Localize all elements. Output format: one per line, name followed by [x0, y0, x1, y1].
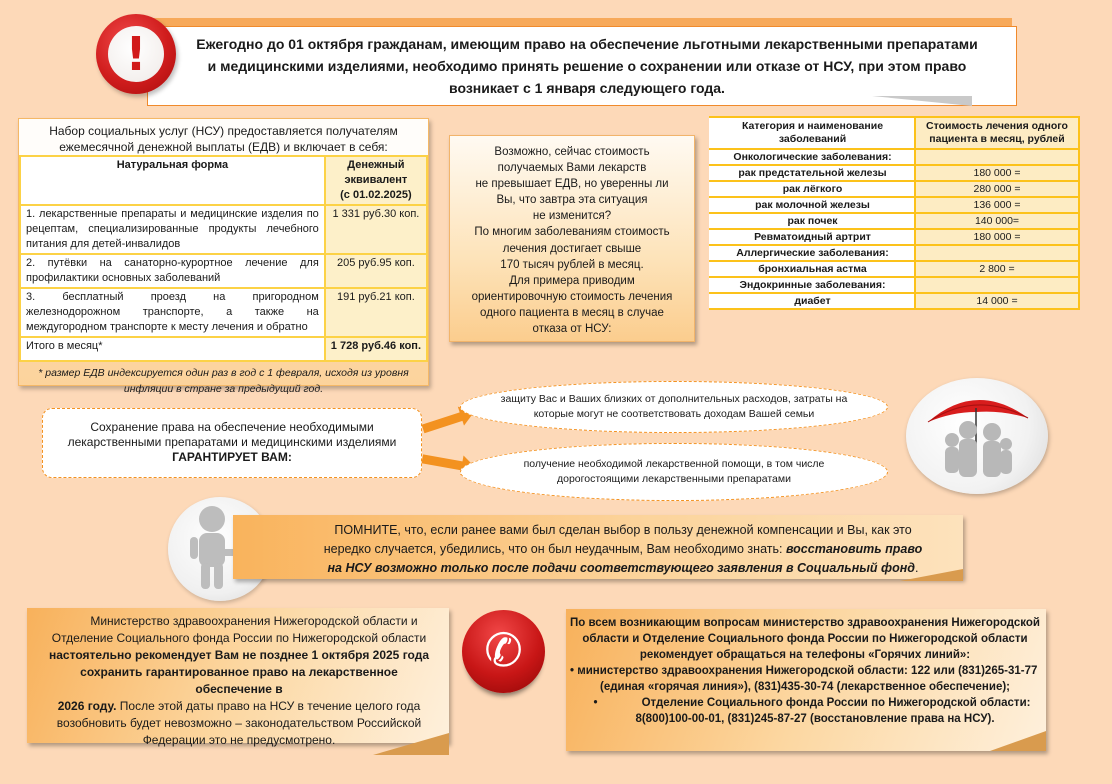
exclamation-icon: !	[96, 14, 176, 94]
disease-name: Ревматоидный артрит	[710, 229, 915, 245]
ministry-recommendation	[27, 608, 449, 747]
nsu-footnote: * размер ЕДВ индексируется один раз в год с 1 февраля, исходя из уровня инфляции в стране за предыдущий год.	[38, 367, 409, 395]
contacts-line: области и Отделение Социального фонда России по Нижегородской области	[582, 633, 1028, 645]
table-row	[710, 213, 1079, 229]
page-curl	[900, 569, 963, 581]
warning-line: ориентировочную стоимость лечения	[471, 290, 673, 303]
hotline-ministry: • министерство здравоохранения Нижегородской области: 122 или (831)265-31-77	[570, 665, 1038, 677]
service-description: 2. путёвки на санаторно-курортное лечение для профилактики основных заболеваний	[20, 254, 325, 288]
header-money-equivalent: Денежный эквивалент (с 01.02.2025)	[325, 156, 427, 205]
table-row	[710, 149, 1079, 165]
banner-line-3: возникает с 1 января следующего года.	[449, 80, 725, 96]
service-amount: 191 руб.21 коп.	[325, 288, 427, 337]
table-row	[710, 245, 1079, 261]
table-row	[710, 229, 1079, 245]
table-row	[710, 293, 1079, 309]
nsu-table	[19, 155, 428, 362]
contacts-line: По всем возникающим вопросам министерство здравоохранения Нижегородской	[570, 617, 1040, 629]
disease-cost: 180 000 =	[915, 229, 1079, 245]
page-curl	[990, 731, 1046, 751]
ministry-line: возобновить будет невозможно – законодательством Российской	[56, 716, 422, 730]
disease-table-header	[710, 117, 1079, 149]
disease-cost	[915, 149, 1079, 165]
nsu-intro	[19, 119, 428, 155]
disease-name: рак предстательной железы	[710, 165, 915, 181]
total-amount: 1 728 руб.46 коп.	[325, 337, 427, 361]
disease-cost: 2 800 =	[915, 261, 1079, 277]
ministry-line: 2026 году. После этой даты право на НСУ в течение целого года	[57, 699, 421, 713]
disease-category: Эндокринные заболевания:	[710, 277, 915, 293]
nsu-info-panel	[18, 118, 429, 395]
warning-line: По многим заболеваниям стоимость	[474, 226, 670, 239]
disease-name: бронхиальная астма	[710, 261, 915, 277]
service-amount: 205 руб.95 коп.	[325, 254, 427, 288]
ministry-bold-line: сохранить гарантированное право на лекарственное обеспечение в	[80, 665, 398, 696]
guarantee-line-3: ГАРАНТИРУЕТ ВАМ:	[172, 450, 292, 464]
remember-notice	[233, 515, 963, 579]
remember-line-3: на НСУ возможно только после подачи соответствующего заявления в Социальный фонд.	[327, 561, 919, 575]
table-row	[710, 261, 1079, 277]
disease-name: диабет	[710, 293, 915, 309]
header-natural-form: Натуральная форма	[20, 156, 325, 205]
benefit-medication: получение необходимой лекарственной помощи, в том числе дорогостоящими лекарственными препаратами	[460, 443, 888, 501]
total-row	[20, 337, 427, 361]
contacts-line: рекомендует обращаться на телефоны «Горячих линий»:	[639, 649, 971, 661]
service-description: 1. лекарственные препараты и медицинские изделия по рецептам, специализированные продукты лечебного питания для детей-инвалидов	[20, 205, 325, 254]
banner-line-2: и медицинскими изделиями, необходимо принять решение о сохранении или отказе от НСУ, при этом право	[207, 58, 967, 74]
table-row	[710, 197, 1079, 213]
warning-line: не изменится?	[532, 210, 612, 223]
deadline-banner	[147, 26, 1017, 106]
banner-line-1: Ежегодно до 01 октября гражданам, имеющим право на обеспечение льготными лекарственными препаратами	[196, 36, 978, 52]
warning-line: Возможно, сейчас стоимость	[494, 146, 650, 158]
service-amount: 1 331 руб.30 коп.	[325, 205, 427, 254]
warning-line: Вы, что завтра эта ситуация	[496, 194, 648, 207]
hotline-social-fund-numbers: 8(800)100-00-01, (831)245-87-27 (восстановление права на НСУ).	[635, 713, 995, 725]
arrow-right-icon	[422, 412, 465, 434]
disease-cost: 180 000 =	[915, 165, 1079, 181]
ministry-line: Министерство здравоохранения Нижегородской области и	[90, 614, 418, 628]
ministry-bold-line: настоятельно рекомендует Вам не позднее 1 октября 2025 года	[49, 648, 429, 662]
warning-line: не превышает ЕДВ, но уверенны ли	[475, 178, 669, 191]
disease-cost: 140 000=	[915, 213, 1079, 229]
total-label: Итого в месяц*	[20, 337, 325, 361]
warning-line: получаемых Вами лекарств	[497, 162, 647, 175]
guarantee-box	[42, 408, 422, 478]
table-row	[710, 181, 1079, 197]
table-row	[710, 165, 1079, 181]
arrow-right-icon	[422, 454, 465, 470]
disease-name: рак почек	[710, 213, 915, 229]
remember-line-1: ПОМНИТЕ, что, если ранее вами был сделан выбор в пользу денежной компенсации и Вы, как это	[334, 523, 912, 537]
warning-line: отказа от НСУ:	[532, 323, 612, 336]
table-row	[710, 277, 1079, 293]
disease-cost: 14 000 =	[915, 293, 1079, 309]
disease-category: Онкологические заболевания:	[710, 149, 915, 165]
guarantee-line-1: Сохранение права на обеспечение необходимыми	[90, 420, 374, 434]
page-curl	[373, 733, 449, 755]
phone-icon: ✆	[462, 610, 545, 693]
remember-line-2: нередко случается, убедились, что он был неудачным, Вам необходимо знать: восстановить право	[323, 542, 923, 556]
hotline-ministry-detail: (единая «горячая линия»), (831)435-30-74 (лекарственное обеспечение);	[599, 681, 1011, 693]
nsu-table-header	[20, 156, 427, 205]
table-row	[20, 205, 427, 254]
hotline-contacts	[566, 609, 1046, 751]
disease-cost	[915, 277, 1079, 293]
disease-cost: 280 000 =	[915, 181, 1079, 197]
cost-warning-panel	[449, 135, 695, 342]
banner-fold	[872, 96, 972, 106]
ministry-line: Отделение Социального фонда России по Нижегородской области	[51, 631, 427, 645]
hotline-social-fund: • Отделение Социального фонда России по Нижегородской области:	[593, 697, 1031, 709]
warning-line: Для примера приводим	[509, 274, 635, 287]
warning-line: 170 тысяч рублей в месяц.	[500, 258, 644, 271]
family-umbrella-icon	[906, 378, 1048, 494]
service-description: 3. бесплатный проезд на пригородном железнодорожном транспорте, а также на междугородном транспорте к месту лечения и обратно	[20, 288, 325, 337]
guarantee-line-2: лекарственными препаратами и медицинскими изделиями	[67, 435, 397, 449]
nsu-intro-line-2: ежемесячной денежной выплаты (ЕДВ) и включает в себя:	[59, 140, 388, 154]
ministry-line: Федерации это не предусмотрено.	[142, 733, 336, 747]
disease-cost-table	[709, 116, 1080, 310]
warning-line: лечения достигает свыше	[502, 242, 642, 255]
benefit-protection: защиту Вас и Ваших близких от дополнительных расходов, затраты на которые могут не соответствовать доходам Вашей семьи	[460, 381, 888, 433]
nsu-intro-line-1: Набор социальных услуг (НСУ) предоставляется получателям	[49, 124, 398, 138]
table-row	[20, 254, 427, 288]
warning-line: одного пациента в месяц в случае	[480, 306, 664, 319]
disease-cost	[915, 245, 1079, 261]
table-row	[20, 288, 427, 337]
disease-name: рак молочной железы	[710, 197, 915, 213]
disease-cost: 136 000 =	[915, 197, 1079, 213]
header-treatment-cost: Стоимость лечения одного пациента в месяц, рублей	[915, 117, 1079, 149]
disease-name: рак лёгкого	[710, 181, 915, 197]
header-disease-name: Категория и наименование заболеваний	[710, 117, 915, 149]
disease-category: Аллергические заболевания:	[710, 245, 915, 261]
